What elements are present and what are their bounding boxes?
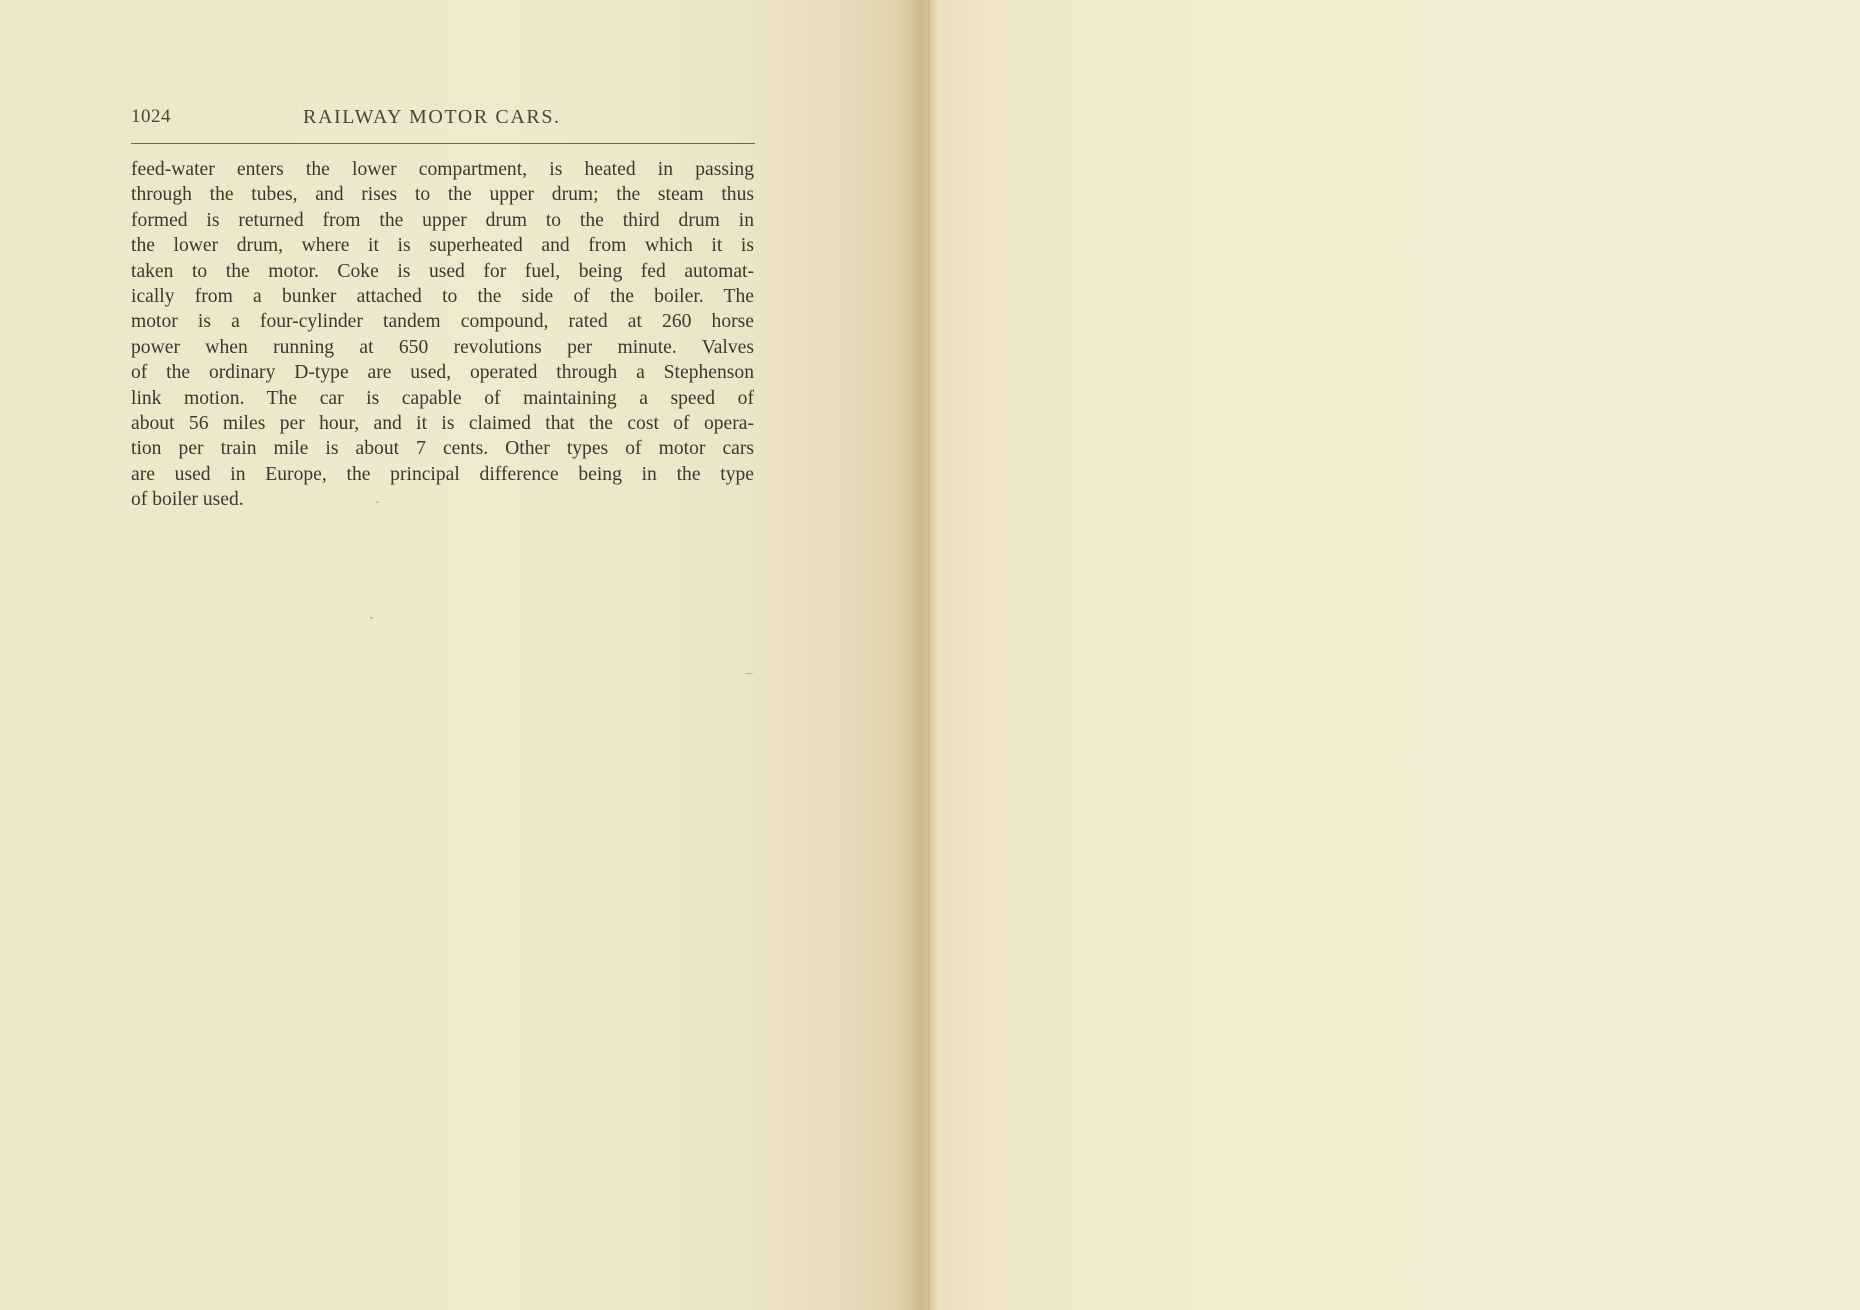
text-line: the lower drum, where it is superheated and from which it is [131, 235, 754, 257]
body-paragraph [131, 157, 754, 512]
text-line: link motion. The car is capable of maintaining a speed of [131, 387, 754, 409]
text-line: of the ordinary D-type are used, operated through a Stephenson [131, 362, 754, 384]
text-line: feed-water enters the lower compartment, is heated in passing [131, 159, 754, 180]
text-line: are used in Europe, the principal difference being in the type [131, 463, 754, 485]
text-line: motor is a four-cylinder tandem compound, rated at 260 horse [131, 311, 754, 333]
text-line: through the tubes, and rises to the upper drum; the steam thus [131, 184, 754, 206]
text-line: of boiler used. [131, 489, 244, 511]
paper-speck [376, 501, 379, 503]
gutter-fold-line [928, 0, 930, 1310]
right-page [936, 0, 1860, 1310]
text-line: ically from a bunker attached to the side of the boiler. The [131, 285, 754, 307]
text-line: about 56 miles per hour, and it is claimed that the cost of opera- [131, 412, 754, 434]
page-number: 1024 [131, 106, 171, 127]
running-head [131, 106, 755, 136]
text-line: power when running at 650 revolutions per minute. Valves [131, 336, 754, 358]
paper-speck [370, 617, 373, 619]
text-line: taken to the motor. Coke is used for fuel, being fed automat- [131, 260, 754, 282]
text-line: formed is returned from the upper drum to the third drum in [131, 209, 754, 231]
text-line: tion per train mile is about 7 cents. Other types of motor cars [131, 438, 754, 460]
paper-speck [745, 673, 753, 674]
running-title: RAILWAY MOTOR CARS. [303, 106, 561, 128]
left-page [0, 0, 918, 1310]
header-rule [131, 143, 755, 144]
